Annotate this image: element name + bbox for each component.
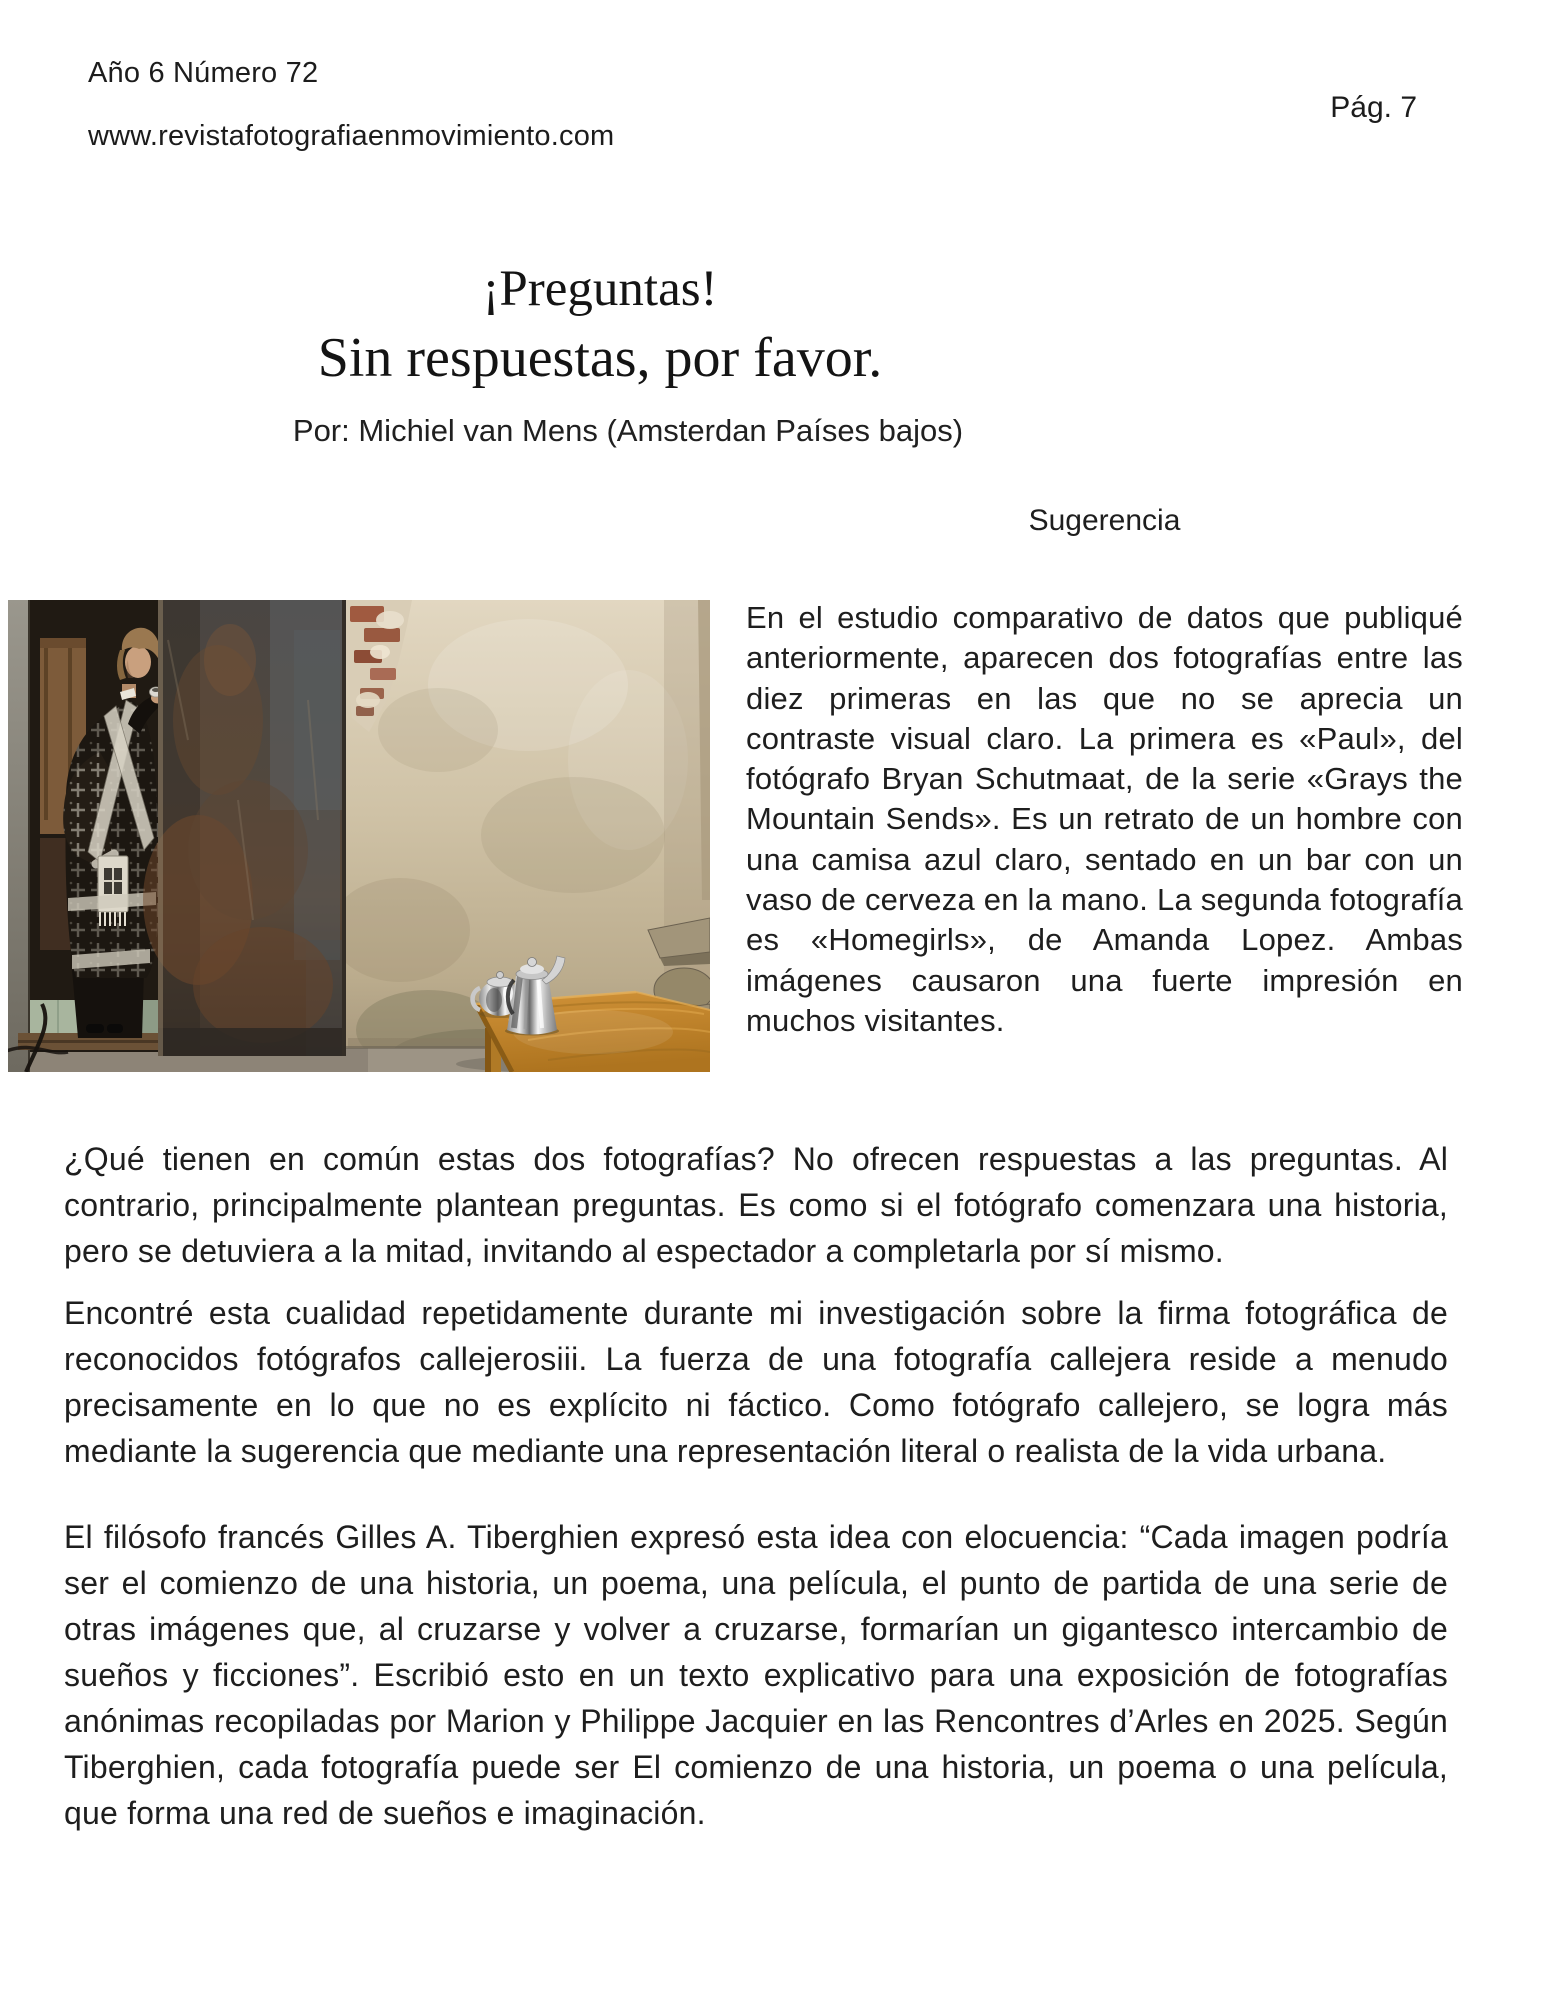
article-title-line2: Sin respuestas, por favor. — [317, 327, 883, 390]
lead-paragraph: En el estudio comparativo de datos que publiqué anteriormente, aparecen dos fotografías entre las diez primeras en las que no se aprecia un contraste visual claro. La primera es «Paul», del fotógrafo Bryan Schutmaat, de la serie «Grays the Mountain Sends». Es un retrato de un hombre con una camisa azul claro, sentado en un bar con un vaso de cerveza en la mano. La segunda fotografía es «Homegirls», de Amanda Lopez. Ambas imágenes causaron una fuerte impresión en muchos visitantes. — [746, 600, 1463, 1038]
article-title — [0, 256, 1200, 395]
paragraph-1: ¿Qué tienen en común estas dos fotografías? No ofrecen respuestas a las preguntas. Al contrario, principalmente plantean preguntas. Es como si el fotógrafo comenzara una historia, pero se detuviera a la mitad, invitando al espectador a completarla por sí mismo. — [64, 1141, 1448, 1269]
article-photo — [8, 600, 710, 1072]
issue-label: Año 6 Número 72 — [88, 57, 319, 89]
article-title-line1: ¡Preguntas! — [482, 261, 718, 317]
byline: Por: Michiel van Mens (Amsterdan Países bajos) — [292, 413, 964, 448]
paragraph-2: Encontré esta cualidad repetidamente durante mi investigación sobre la firma fotográfica de reconocidos fotógrafos callejerosiii. La fuerza de una fotografía callejera reside a menudo precisamente en lo que no es explícito ni fáctico. Como fotógrafo callejero, se logra más mediante la sugerencia que mediante una representación literal o realista de la vida urbana. — [64, 1295, 1448, 1469]
page-number: Pág. 7 — [1330, 91, 1417, 124]
metal-door — [143, 600, 346, 1056]
section-heading: Sugerencia — [1028, 504, 1181, 537]
website-url: www.revistafotografiaenmovimiento.com — [88, 120, 615, 152]
article-body — [64, 1136, 1448, 1836]
paragraph-3: El filósofo francés Gilles A. Tiberghien expresó esta idea con elocuencia: “Cada imagen podría ser el comienzo de una historia, un poema, una película, el punto de partida de una serie de otras imágenes que, al cruzarse y volver a cruzarse, formarían un gigantesco intercambio de sueños y ficciones”. Escribió esto en un texto explicativo para una exposición de fotografías anónimas recopiladas por Marion y Philippe Jacquier en las Rencontres d’Arles en 2025. Según Tiberghien, cada fotografía puede ser El comienzo de una historia, un poema o una película, que forma una red de sueños e imaginación. — [64, 1519, 1448, 1831]
article-photo-illustration — [8, 600, 710, 1072]
